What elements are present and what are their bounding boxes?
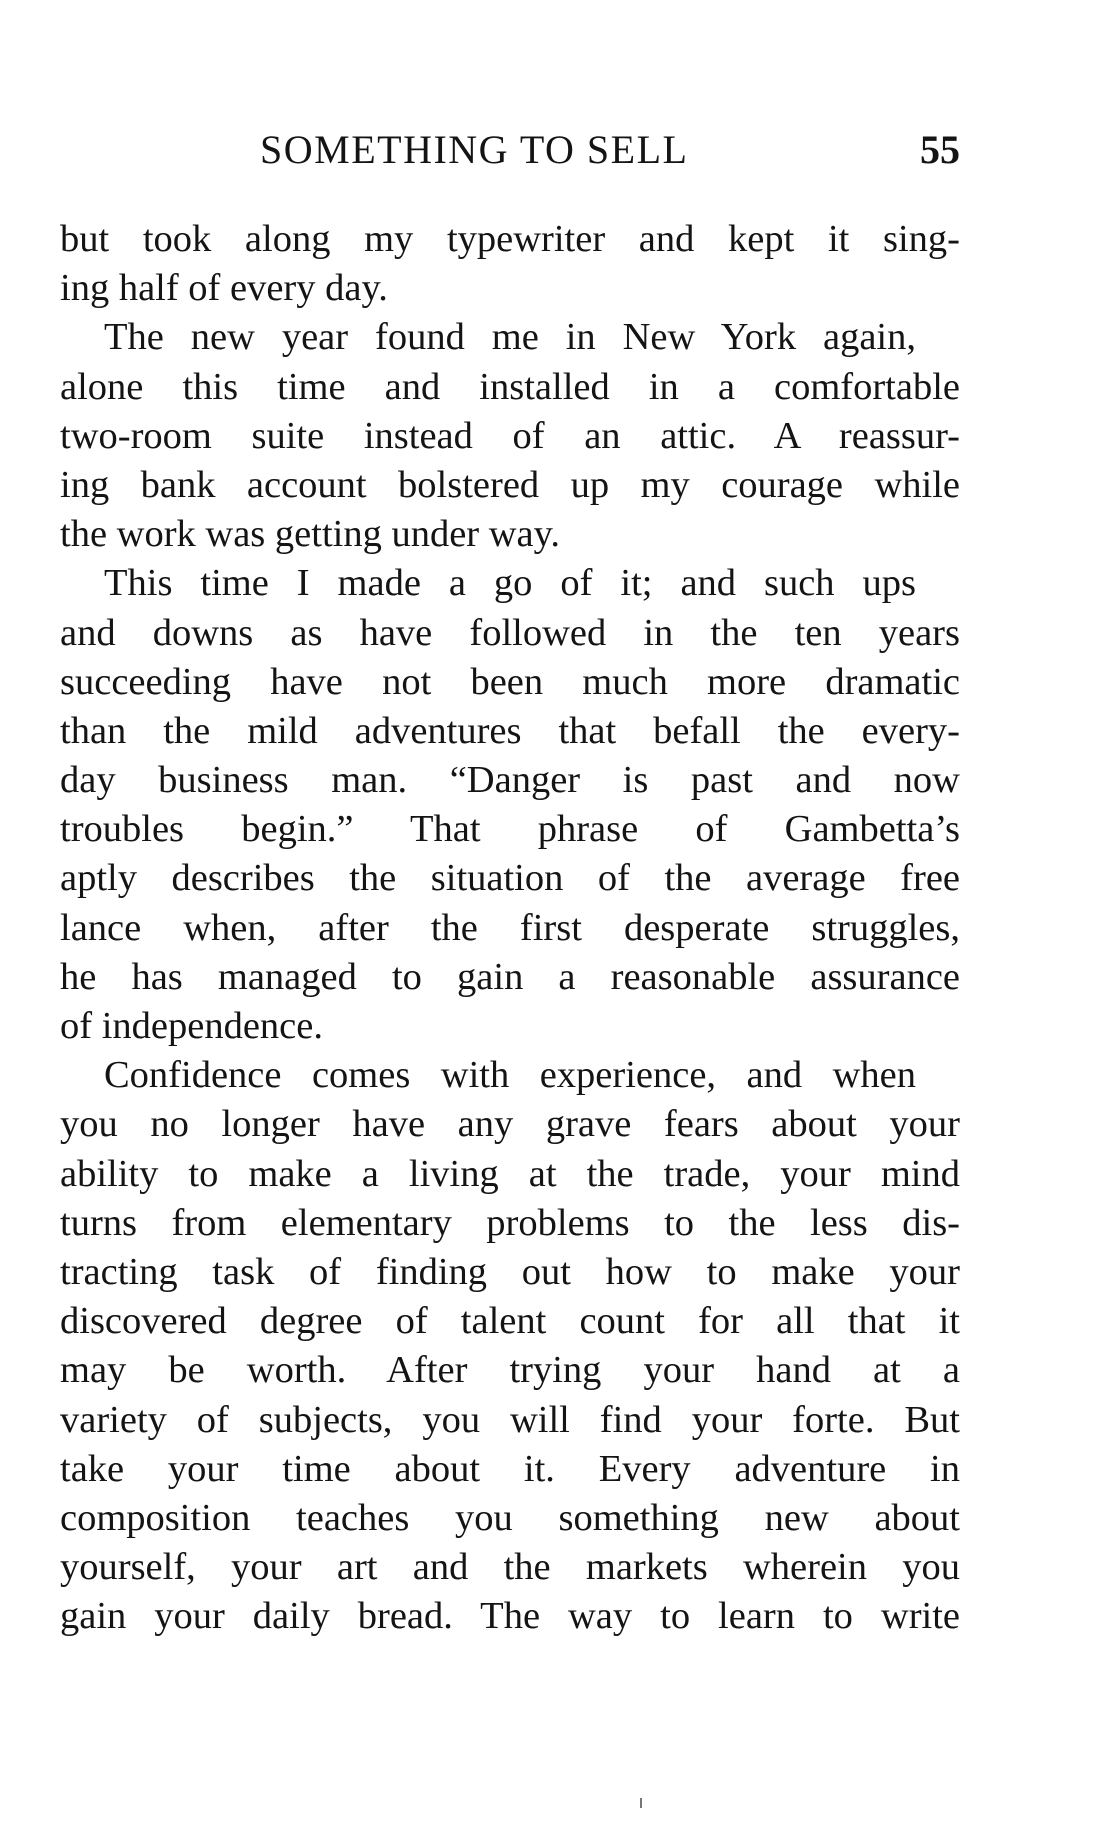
text-line: The new year found me in New York again,: [104, 316, 916, 359]
text-line: than the mild adventures that befall the every-: [60, 709, 960, 752]
text-line: alone this time and installed in a comfortable: [60, 365, 960, 408]
body-text: [60, 215, 960, 1641]
ink-speck: [640, 1798, 642, 1808]
running-head: [60, 125, 960, 175]
text-line: discovered degree of talent count for all that it: [60, 1300, 960, 1343]
page-number: 55: [920, 127, 960, 172]
text-line: the work was getting under way.: [60, 513, 561, 556]
text-line: troubles begin.” That phrase of Gambetta’s: [60, 808, 960, 851]
text-line: variety of subjects, you will find your forte. But: [60, 1398, 960, 1441]
text-line: ability to make a living at the trade, your mind: [60, 1152, 960, 1195]
text-line: aptly describes the situation of the average free: [60, 857, 960, 900]
text-line: but took along my typewriter and kept it sing-: [60, 218, 960, 260]
text-line: day business man. “Danger is past and now: [60, 759, 960, 802]
text-line: tracting task of finding out how to make your: [60, 1250, 960, 1293]
text-line: he has managed to gain a reasonable assurance: [60, 955, 960, 998]
text-line: composition teaches you something new about: [60, 1496, 960, 1539]
text-line: turns from elementary problems to the less dis-: [60, 1201, 960, 1244]
text-line: yourself, your art and the markets wherein you: [60, 1546, 960, 1589]
running-title: SOMETHING TO SELL: [260, 127, 689, 172]
text-line: you no longer have any grave fears about your: [60, 1103, 960, 1146]
text-line: gain your daily bread. The way to learn to write: [60, 1595, 960, 1638]
text-line: succeeding have not been much more dramatic: [60, 660, 960, 703]
text-line: ing half of every day.: [60, 267, 388, 310]
text-line: and downs as have followed in the ten years: [60, 611, 960, 654]
text-line: This time I made a go of it; and such ups: [104, 562, 916, 605]
text-line: may be worth. After trying your hand at a: [60, 1349, 960, 1392]
text-line: of independence.: [60, 1005, 323, 1047]
text-line: Confidence comes with experience, and when: [104, 1054, 916, 1097]
text-line: take your time about it. Every adventure in: [60, 1447, 960, 1490]
text-line: lance when, after the first desperate struggles,: [60, 906, 960, 949]
text-line: ing bank account bolstered up my courage while: [60, 463, 960, 506]
text-line: two-room suite instead of an attic. A reassur-: [60, 414, 960, 457]
